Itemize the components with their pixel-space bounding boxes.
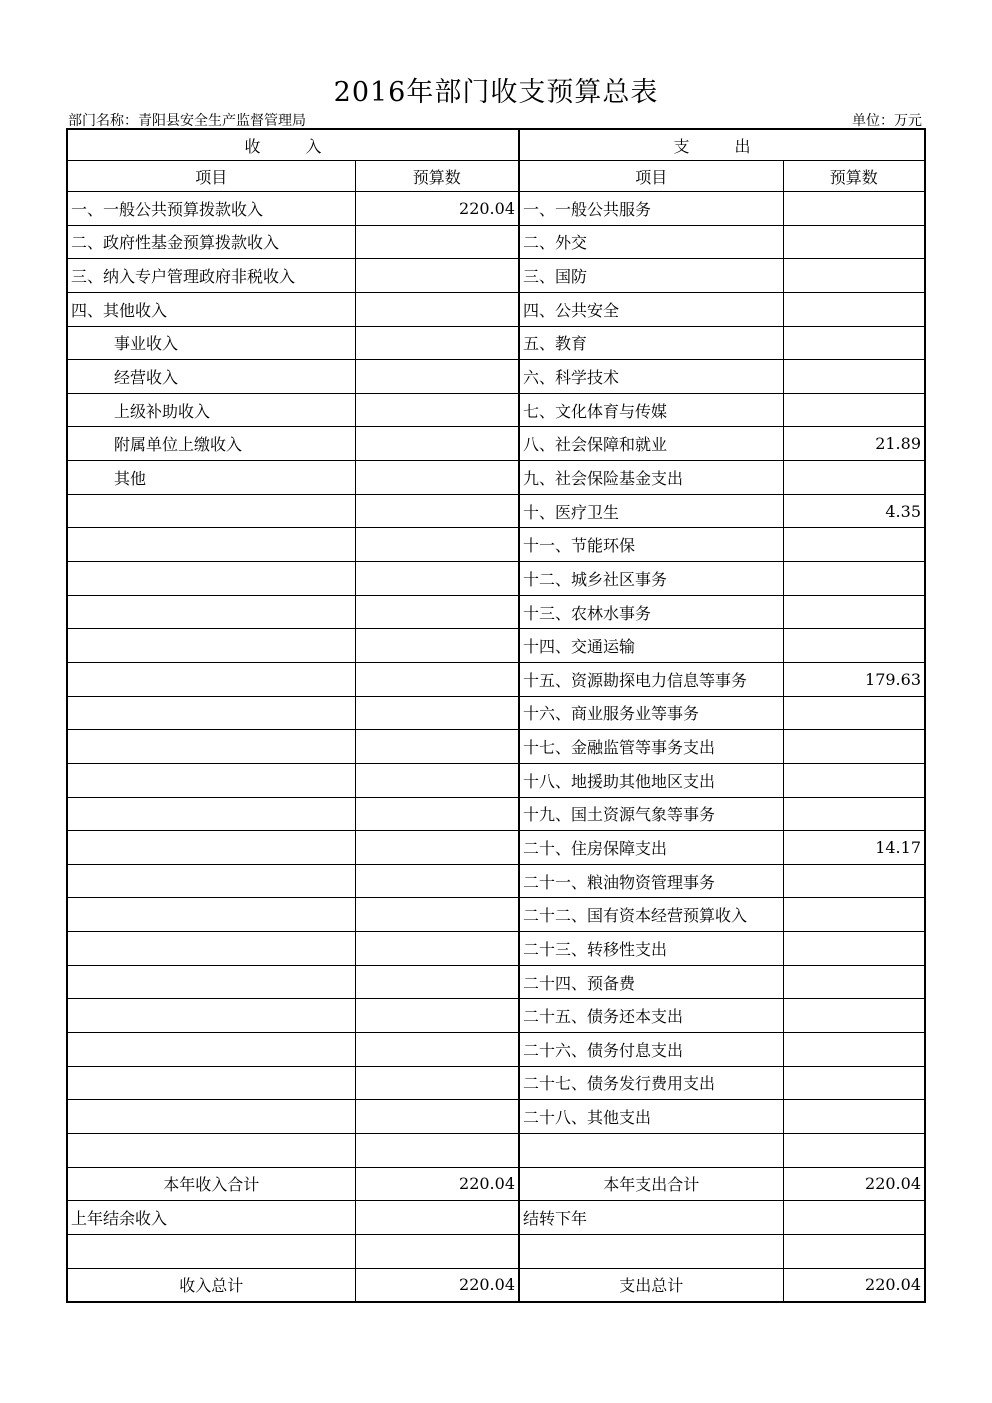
table-row bbox=[67, 292, 925, 326]
expense-item-cell: 一、一般公共服务 bbox=[519, 192, 783, 226]
income-item-cell: 事业收入 bbox=[67, 326, 355, 360]
table-row bbox=[67, 831, 925, 865]
income-item-cell bbox=[67, 1066, 355, 1100]
table-row bbox=[67, 864, 925, 898]
expense-value-cell bbox=[783, 595, 925, 629]
income-value-cell bbox=[355, 831, 519, 865]
expense-item-cell: 十五、资源勘探电力信息等事务 bbox=[519, 662, 783, 696]
table-row bbox=[67, 932, 925, 966]
empty-cell bbox=[67, 1234, 355, 1268]
income-item-cell bbox=[67, 864, 355, 898]
income-item-cell: 四、其他收入 bbox=[67, 292, 355, 326]
income-item-cell bbox=[67, 797, 355, 831]
expense-value-cell bbox=[783, 562, 925, 596]
expense-item-header: 项目 bbox=[519, 161, 783, 192]
expense-item-cell: 六、科学技术 bbox=[519, 360, 783, 394]
expense-item-cell: 五、教育 bbox=[519, 326, 783, 360]
expense-item-cell: 八、社会保障和就业 bbox=[519, 427, 783, 461]
expense-value-cell: 4.35 bbox=[783, 494, 925, 528]
income-value-cell bbox=[355, 259, 519, 293]
table-row bbox=[67, 696, 925, 730]
expense-item-cell: 十七、金融监管等事务支出 bbox=[519, 730, 783, 764]
unit-label: 单位：万元 bbox=[852, 113, 922, 129]
income-value-cell bbox=[355, 360, 519, 394]
expense-value-cell bbox=[783, 1066, 925, 1100]
expense-item-cell: 二十七、债务发行费用支出 bbox=[519, 1066, 783, 1100]
expense-value-cell bbox=[783, 1100, 925, 1134]
table-row bbox=[67, 259, 925, 293]
expense-value-cell bbox=[783, 225, 925, 259]
income-value-cell: 220.04 bbox=[355, 192, 519, 226]
expense-item-cell: 二十六、债务付息支出 bbox=[519, 1033, 783, 1067]
income-value-cell bbox=[355, 494, 519, 528]
expense-value-cell bbox=[783, 461, 925, 495]
income-item-cell bbox=[67, 528, 355, 562]
year-expense-value: 220.04 bbox=[783, 1167, 925, 1201]
table-row bbox=[67, 562, 925, 596]
expense-item-cell: 四、公共安全 bbox=[519, 292, 783, 326]
expense-item-cell: 二十四、预备费 bbox=[519, 965, 783, 999]
income-item-cell bbox=[67, 898, 355, 932]
income-item-cell bbox=[67, 1033, 355, 1067]
expense-item-cell: 十八、地援助其他地区支出 bbox=[519, 763, 783, 797]
grand-total-row bbox=[67, 1268, 925, 1302]
expense-value-cell bbox=[783, 730, 925, 764]
income-item-cell bbox=[67, 831, 355, 865]
income-value-cell bbox=[355, 528, 519, 562]
section-header-row bbox=[67, 129, 925, 161]
expense-budget-header: 预算数 bbox=[783, 161, 925, 192]
expense-item-cell: 二十八、其他支出 bbox=[519, 1100, 783, 1134]
expense-value-cell: 179.63 bbox=[783, 662, 925, 696]
page-title: 2016年部门收支预算总表 bbox=[333, 77, 659, 108]
income-item-header: 项目 bbox=[67, 161, 355, 192]
income-value-cell bbox=[355, 864, 519, 898]
income-value-cell bbox=[355, 898, 519, 932]
income-item-cell bbox=[67, 595, 355, 629]
income-item-cell bbox=[67, 730, 355, 764]
table-row bbox=[67, 763, 925, 797]
expense-item-cell: 九、社会保险基金支出 bbox=[519, 461, 783, 495]
expense-value-cell bbox=[783, 999, 925, 1033]
expense-item-cell: 十六、商业服务业等事务 bbox=[519, 696, 783, 730]
expense-value-cell bbox=[783, 1033, 925, 1067]
table-row bbox=[67, 1033, 925, 1067]
expense-item-cell: 十九、国土资源气象等事务 bbox=[519, 797, 783, 831]
table-row bbox=[67, 898, 925, 932]
expense-item-cell: 七、文化体育与传媒 bbox=[519, 393, 783, 427]
income-value-cell bbox=[355, 999, 519, 1033]
income-item-cell bbox=[67, 696, 355, 730]
income-item-cell: 其他 bbox=[67, 461, 355, 495]
prev-balance-label: 上年结余收入 bbox=[67, 1201, 355, 1235]
table-row bbox=[67, 225, 925, 259]
expense-value-cell bbox=[783, 898, 925, 932]
income-item-cell bbox=[67, 1100, 355, 1134]
expense-value-cell: 14.17 bbox=[783, 831, 925, 865]
year-income-value: 220.04 bbox=[355, 1167, 519, 1201]
table-row bbox=[67, 1100, 925, 1134]
total-income-value: 220.04 bbox=[355, 1268, 519, 1302]
income-value-cell bbox=[355, 629, 519, 663]
income-value-cell bbox=[355, 797, 519, 831]
income-header: 收 入 bbox=[67, 129, 519, 161]
income-value-cell bbox=[355, 965, 519, 999]
table-row bbox=[67, 1066, 925, 1100]
budget-table bbox=[66, 128, 926, 1303]
income-value-cell bbox=[355, 662, 519, 696]
income-item-cell: 经营收入 bbox=[67, 360, 355, 394]
expense-item-cell: 三、国防 bbox=[519, 259, 783, 293]
expense-value-cell bbox=[783, 696, 925, 730]
table-row bbox=[67, 999, 925, 1033]
expense-item-cell: 十一、节能环保 bbox=[519, 528, 783, 562]
income-item-cell: 三、纳入专户管理政府非税收入 bbox=[67, 259, 355, 293]
expense-item-cell: 二十三、转移性支出 bbox=[519, 932, 783, 966]
table-row bbox=[67, 360, 925, 394]
total-expense-value: 220.04 bbox=[783, 1268, 925, 1302]
income-value-cell bbox=[355, 1133, 519, 1167]
expense-value-cell bbox=[783, 360, 925, 394]
balance-row bbox=[67, 1201, 925, 1235]
expense-value-cell bbox=[783, 528, 925, 562]
income-item-cell bbox=[67, 932, 355, 966]
income-value-cell bbox=[355, 1066, 519, 1100]
year-total-row bbox=[67, 1167, 925, 1201]
department-name: 部门名称：青阳县安全生产监督管理局 bbox=[68, 113, 306, 129]
income-value-cell bbox=[355, 730, 519, 764]
income-value-cell bbox=[355, 696, 519, 730]
expense-item-cell: 二十一、粮油物资管理事务 bbox=[519, 864, 783, 898]
column-header-row bbox=[67, 161, 925, 192]
income-value-cell bbox=[355, 225, 519, 259]
income-value-cell bbox=[355, 562, 519, 596]
income-value-cell bbox=[355, 461, 519, 495]
table-row bbox=[67, 965, 925, 999]
income-item-cell: 附属单位上缴收入 bbox=[67, 427, 355, 461]
income-item-cell bbox=[67, 662, 355, 696]
expense-value-cell bbox=[783, 326, 925, 360]
income-value-cell bbox=[355, 595, 519, 629]
income-item-cell: 一、一般公共预算拨款收入 bbox=[67, 192, 355, 226]
expense-header: 支 出 bbox=[519, 129, 925, 161]
expense-item-cell: 二十、住房保障支出 bbox=[519, 831, 783, 865]
income-item-cell bbox=[67, 965, 355, 999]
income-value-cell bbox=[355, 932, 519, 966]
expense-item-cell: 二十五、债务还本支出 bbox=[519, 999, 783, 1033]
expense-value-cell bbox=[783, 965, 925, 999]
table-row bbox=[67, 1133, 925, 1167]
table-row bbox=[67, 730, 925, 764]
table-row bbox=[67, 629, 925, 663]
expense-value-cell bbox=[783, 393, 925, 427]
expense-value-cell bbox=[783, 864, 925, 898]
expense-item-cell: 十、医疗卫生 bbox=[519, 494, 783, 528]
total-expense-label: 支出总计 bbox=[519, 1268, 783, 1302]
carry-forward-value bbox=[783, 1201, 925, 1235]
income-value-cell bbox=[355, 427, 519, 461]
income-item-cell bbox=[67, 562, 355, 596]
empty-row bbox=[67, 1234, 925, 1268]
income-value-cell bbox=[355, 1033, 519, 1067]
expense-value-cell bbox=[783, 932, 925, 966]
expense-item-cell: 二十二、国有资本经营预算收入 bbox=[519, 898, 783, 932]
table-row bbox=[67, 662, 925, 696]
expense-item-cell: 十三、农林水事务 bbox=[519, 595, 783, 629]
income-budget-header: 预算数 bbox=[355, 161, 519, 192]
expense-value-cell bbox=[783, 629, 925, 663]
expense-value-cell bbox=[783, 797, 925, 831]
expense-item-cell bbox=[519, 1133, 783, 1167]
expense-value-cell bbox=[783, 259, 925, 293]
table-row bbox=[67, 192, 925, 226]
empty-cell bbox=[783, 1234, 925, 1268]
expense-value-cell bbox=[783, 192, 925, 226]
table-row bbox=[67, 393, 925, 427]
year-income-label: 本年收入合计 bbox=[67, 1167, 355, 1201]
income-item-cell: 二、政府性基金预算拨款收入 bbox=[67, 225, 355, 259]
expense-item-cell: 十四、交通运输 bbox=[519, 629, 783, 663]
income-item-cell: 上级补助收入 bbox=[67, 393, 355, 427]
table-row bbox=[67, 461, 925, 495]
year-expense-label: 本年支出合计 bbox=[519, 1167, 783, 1201]
income-item-cell bbox=[67, 629, 355, 663]
table-row bbox=[67, 797, 925, 831]
income-item-cell bbox=[67, 999, 355, 1033]
table-row bbox=[67, 427, 925, 461]
income-item-cell bbox=[67, 1133, 355, 1167]
carry-forward-label: 结转下年 bbox=[519, 1201, 783, 1235]
expense-value-cell: 21.89 bbox=[783, 427, 925, 461]
income-value-cell bbox=[355, 393, 519, 427]
income-item-cell bbox=[67, 763, 355, 797]
income-value-cell bbox=[355, 292, 519, 326]
income-value-cell bbox=[355, 763, 519, 797]
income-item-cell bbox=[67, 494, 355, 528]
table-row bbox=[67, 494, 925, 528]
expense-value-cell bbox=[783, 1133, 925, 1167]
expense-value-cell bbox=[783, 292, 925, 326]
empty-cell bbox=[519, 1234, 783, 1268]
prev-balance-value bbox=[355, 1201, 519, 1235]
table-row bbox=[67, 326, 925, 360]
income-value-cell bbox=[355, 1100, 519, 1134]
expense-item-cell: 十二、城乡社区事务 bbox=[519, 562, 783, 596]
total-income-label: 收入总计 bbox=[67, 1268, 355, 1302]
empty-cell bbox=[355, 1234, 519, 1268]
income-value-cell bbox=[355, 326, 519, 360]
table-row bbox=[67, 528, 925, 562]
table-row bbox=[67, 595, 925, 629]
expense-item-cell: 二、外交 bbox=[519, 225, 783, 259]
expense-value-cell bbox=[783, 763, 925, 797]
